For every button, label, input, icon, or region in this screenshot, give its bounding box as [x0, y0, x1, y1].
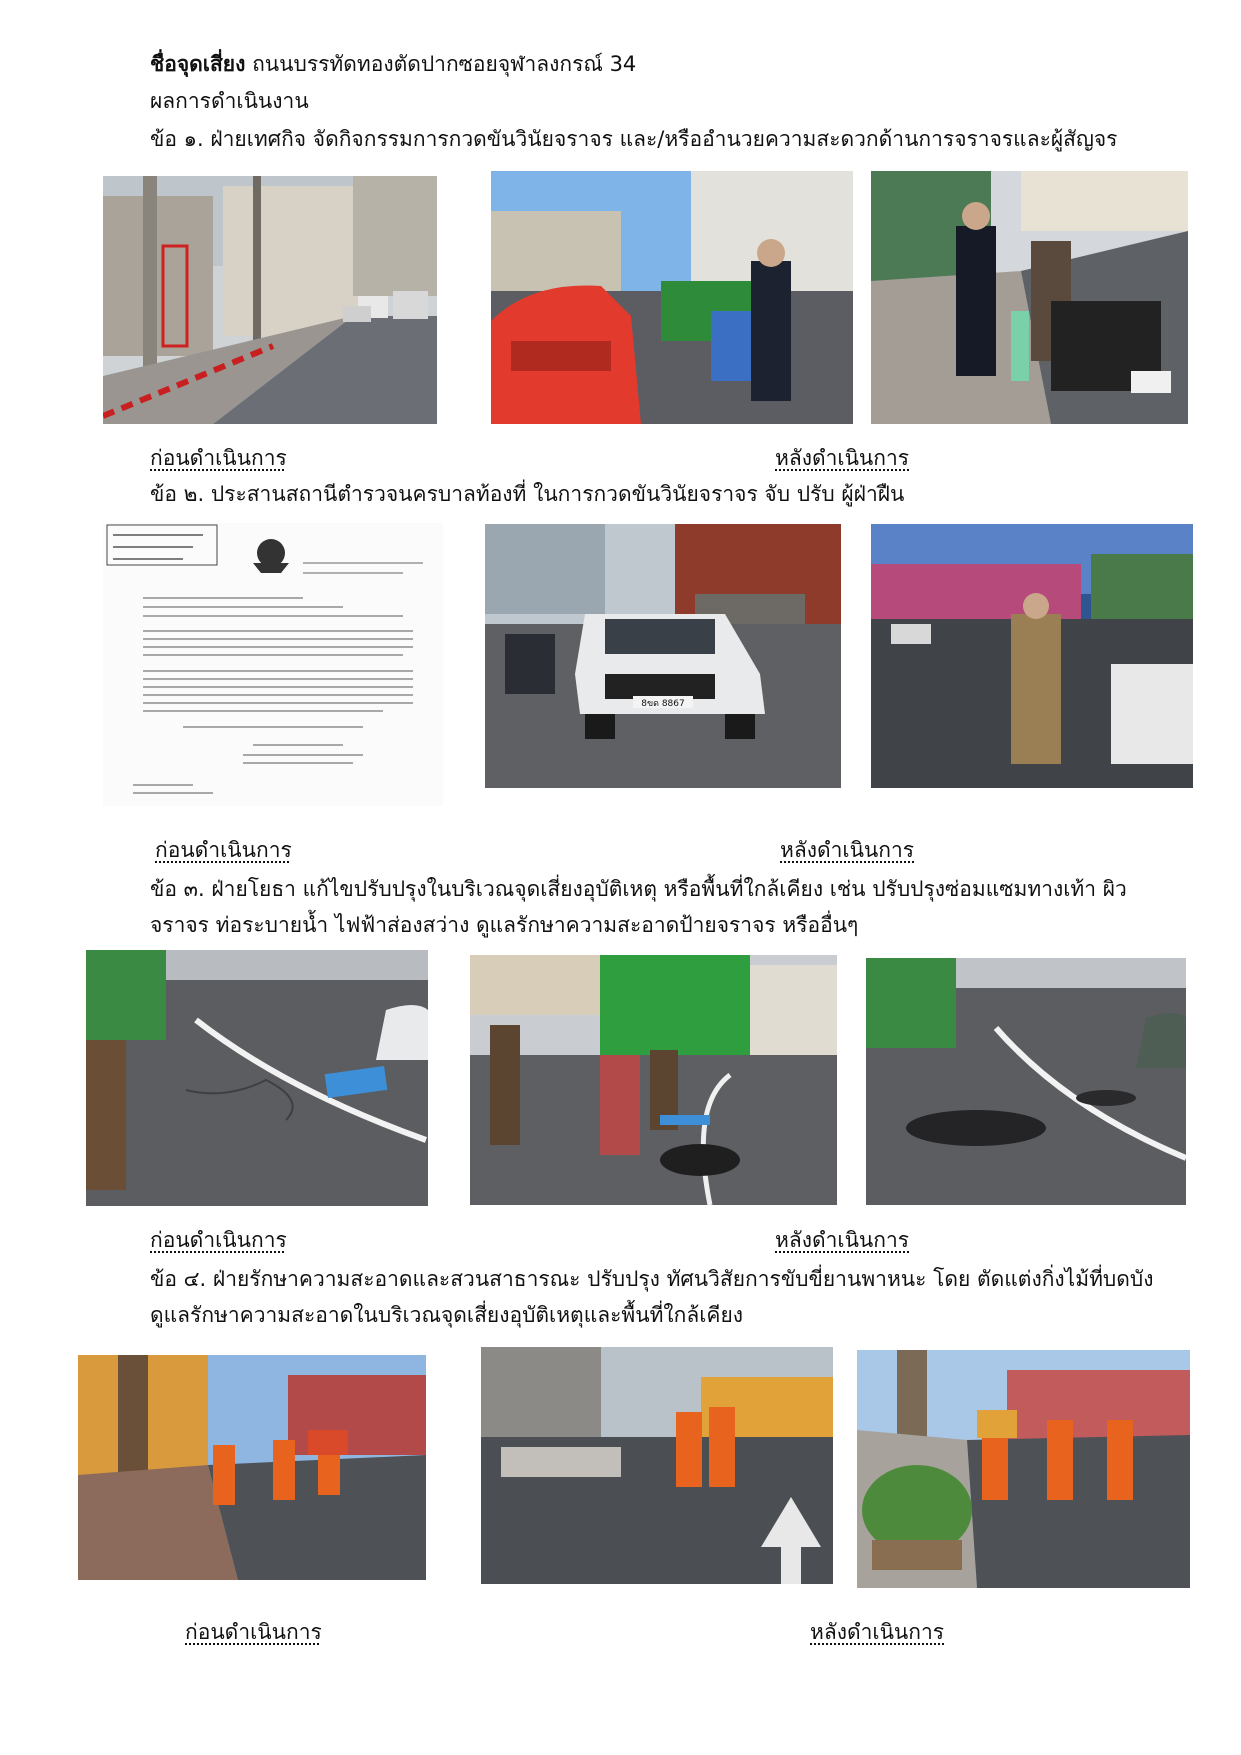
section-4-text: ข้อ ๔. ฝ่ายรักษาความสะอาดและสวนสาธารณะ ปรับปรุง ทัศนวิสัยการขับขี่ยานพาหนะ โดย ตัดแต่งกิ่งไม้ที่บดบัง ดูแลรักษาความสะอาดในบริเวณจุดเสี่ยงอุบัติเหตุและพื้นที่ใกล้เคียง — [150, 1267, 1154, 1327]
section-1-photo-after-taxi — [491, 171, 853, 424]
section-2-photo-after-car — [485, 524, 841, 788]
section-2-photo-before-letter — [103, 523, 443, 806]
section-3-caption-after: หลังดำเนินการ — [775, 1228, 910, 1252]
section-3-text: ข้อ ๓. ฝ่ายโยธา แก้ไขปรับปรุงในบริเวณจุดเสี่ยงอุบัติเหตุ หรือพื้นที่ใกล้เคียง เช่น ปรับปรุงซ่อมแซมทางเท้า ผิวจราจร ท่อระบายน้ำ ไฟฟ้าส่องสว่าง ดูแลรักษาความสะอาดป้ายจราจร หรืออื่นๆ — [150, 877, 1127, 937]
section-1-text: ข้อ ๑. ฝ่ายเทศกิจ จัดกิจกรรมการกวดขันวินัยจราจร และ/หรืออำนวยความสะดวกด้านการจราจรและผู้สัญจร — [150, 127, 1118, 151]
section-3-photo-after-repair-crew — [470, 955, 837, 1205]
license-plate-text: 8ขด 8867 — [641, 699, 685, 709]
section-2-text: ข้อ ๒. ประสานสถานีตำรวจนครบาลท้องที่ ในการกวดขันวินัยจราจร จับ ปรับ ผู้ฝ่าฝืน — [150, 482, 905, 506]
section-1-caption-before: ก่อนดำเนินการ — [150, 446, 287, 470]
section-2-photo-after-police-night — [871, 524, 1193, 788]
section-4-caption-before: ก่อนดำเนินการ — [185, 1620, 322, 1644]
risk-point-title — [150, 49, 636, 79]
section-2-caption-after: หลังดำเนินการ — [780, 838, 915, 862]
section-3-caption-before: ก่อนดำเนินการ — [150, 1228, 287, 1252]
section-1-photo-before-street — [103, 176, 437, 424]
section-1-photo-after-motorcycle — [871, 171, 1188, 424]
section-4-caption-after: หลังดำเนินการ — [810, 1620, 945, 1644]
section-4-photo-after-washing — [481, 1347, 833, 1584]
section-4-photo-after-sidewalk — [857, 1350, 1190, 1588]
section-1-caption-after: หลังดำเนินการ — [775, 446, 910, 470]
section-4-photo-before-cleaning — [78, 1355, 426, 1580]
section-2-caption-before: ก่อนดำเนินการ — [155, 838, 292, 862]
section-3-photo-after-patched-road — [866, 958, 1186, 1205]
results-heading: ผลการดำเนินงาน — [150, 89, 309, 113]
risk-point-value: ถนนบรรทัดทองตัดปากซอยจุฬาลงกรณ์ 34 — [252, 52, 637, 76]
risk-point-label: ชื่อจุดเสี่ยง — [150, 52, 246, 76]
section-3-photo-before-pothole — [86, 950, 428, 1206]
